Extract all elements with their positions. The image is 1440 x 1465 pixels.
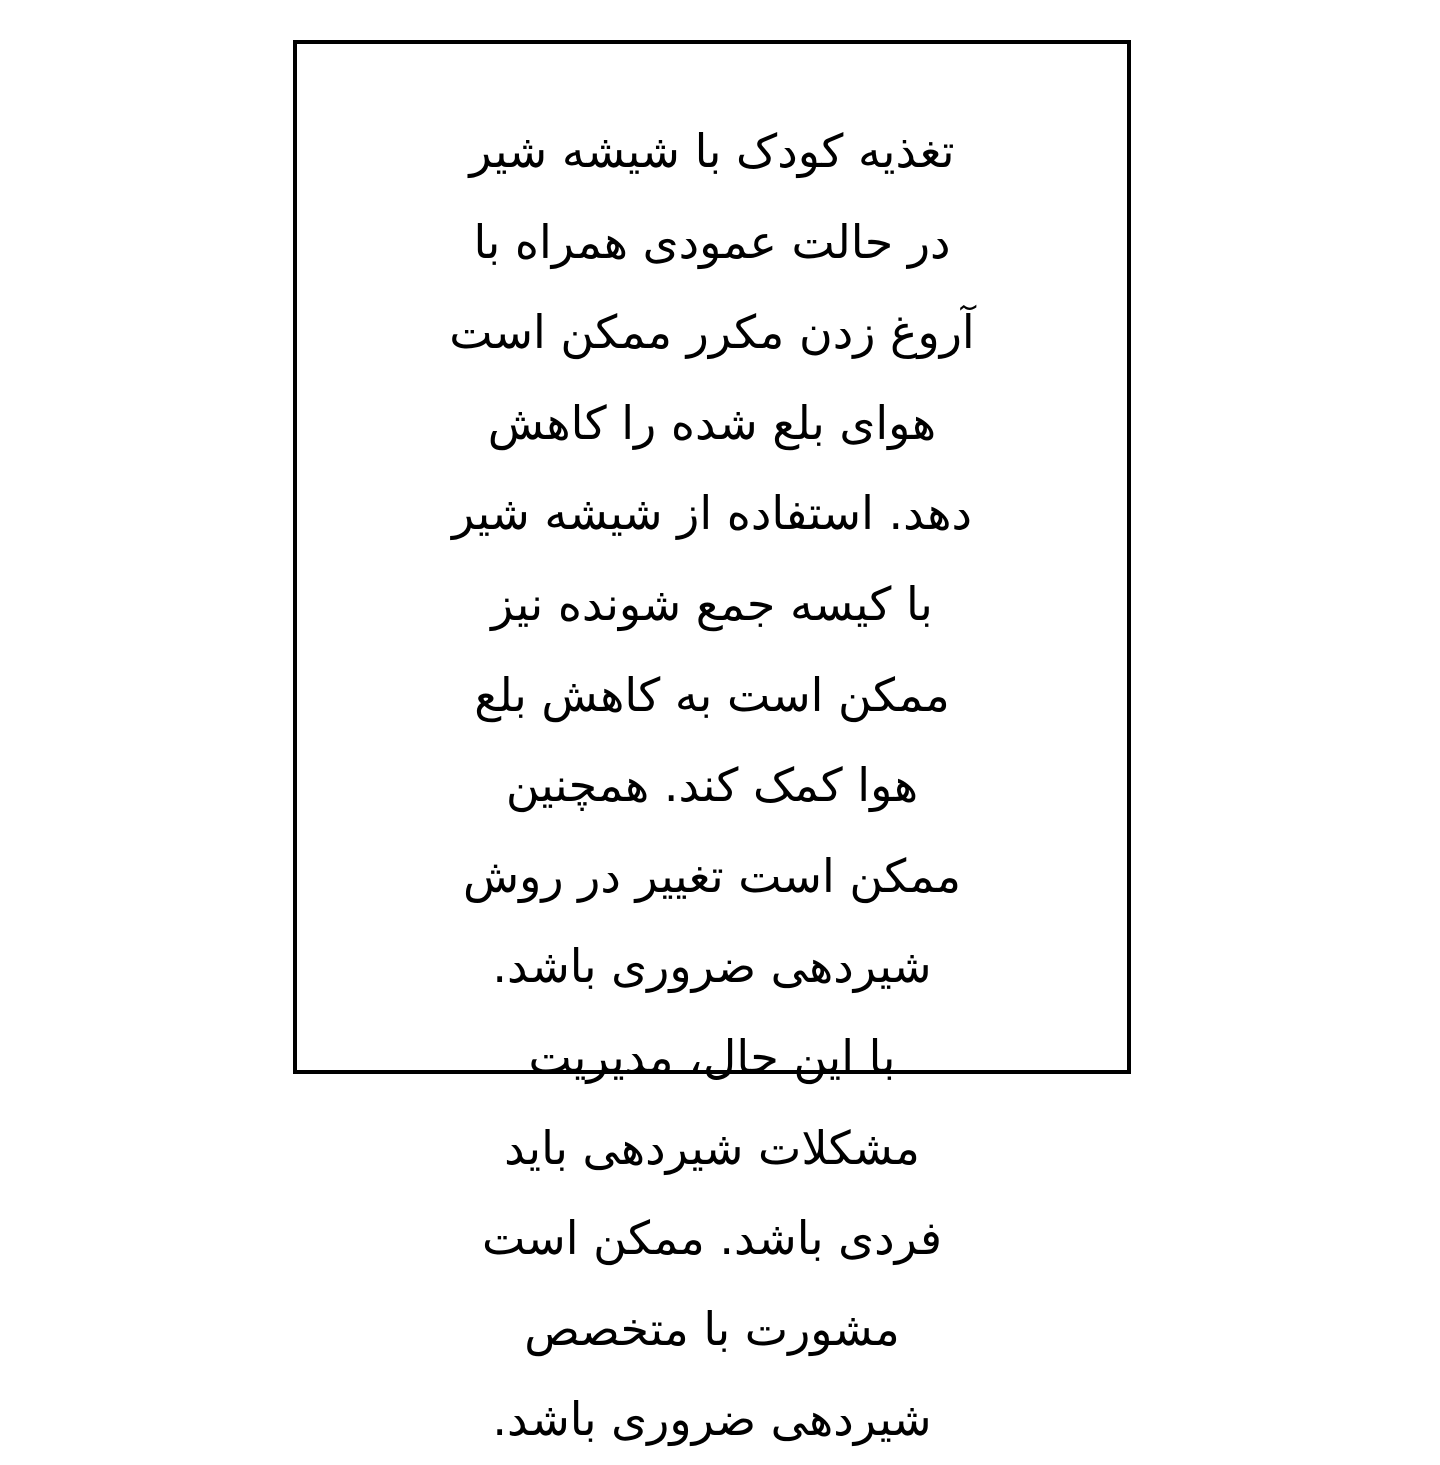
text-line: شیردهی ضروری باشد. [492,1392,932,1447]
text-line: ممکن است به کاهش بلع [474,667,950,722]
text-line: مشورت با متخصص [524,1301,900,1356]
text-line: هوای بلع شده را کاهش [487,395,937,450]
text-line: هوا کمک کند. همچنین [505,758,919,813]
text-line: ممکن است تغییر در روش [462,848,962,903]
text-line: شیردهی ضروری باشد. [492,939,932,994]
text-line: تغذیه کودک با شیشه شیر [469,124,955,178]
text-line: دهد. استفاده از شیشه شیر [452,486,972,541]
text-line: با این حال، مدیریت [528,1029,896,1084]
text-line: در حالت عمودی همراه با [473,214,951,269]
text-card [293,40,1131,1447]
body-text [297,106,1127,1465]
text-line: مشکلات شیردهی باید [504,1120,920,1175]
text-line: فردی باشد. ممکن است [482,1211,942,1266]
text-line: با کیسه جمع شونده نیز [491,576,933,631]
text-line: آروغ زدن مکرر ممکن است [449,305,975,360]
